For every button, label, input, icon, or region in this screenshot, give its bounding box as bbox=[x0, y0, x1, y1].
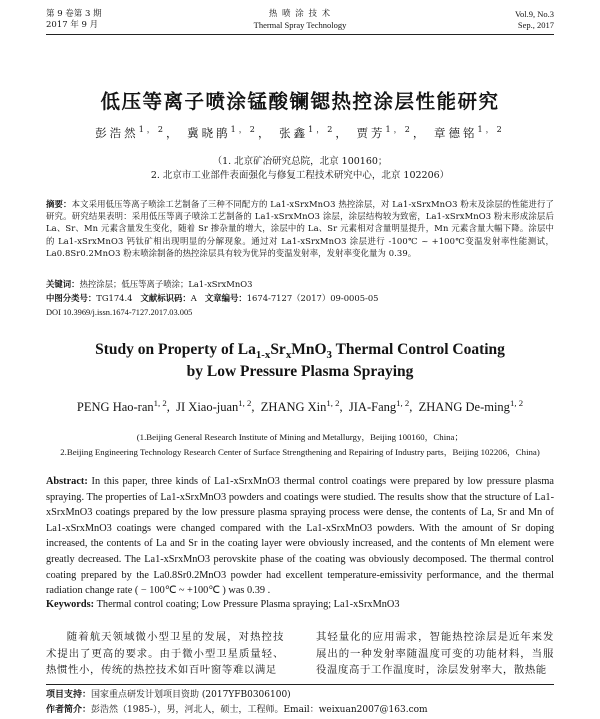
author-sup: 1, 2 bbox=[509, 398, 524, 408]
en-author: JI Xiao-juan bbox=[176, 400, 239, 415]
cn-keywords-text: 热控涂层；低压等离子喷涂；La1-xSrxMnO3 bbox=[79, 279, 253, 289]
cn-affiliation-1: （1. 北京矿冶研究总院，北京 100160； bbox=[212, 156, 388, 167]
cn-keywords-label: 关键词： bbox=[46, 279, 80, 289]
cn-author: 张鑫 bbox=[279, 125, 309, 140]
cn-abstract bbox=[46, 198, 554, 259]
en-author: ZHANG De-ming bbox=[418, 400, 510, 415]
en-keywords-text: Thermal control coating; Low Pressure Plasma spraying; La1-xSrxMnO3 bbox=[96, 599, 400, 610]
en-author-list: PENG Hao-ran$^{1, 2}$, JI Xiao-juan$^{1, 2}$, ZHANG Xin$^{1, 2}$, JIA-Fang$^{1, 2}$, ZHANG De-ming$^{1, 2}$ bbox=[76, 398, 524, 415]
classification-line bbox=[46, 293, 379, 304]
en-keywords-label: Keywords: bbox=[46, 599, 95, 610]
en-title-line2: by Low Pressure Plasma Spraying bbox=[186, 363, 414, 380]
author-sup: 1, 2 bbox=[153, 398, 167, 408]
cn-author-list: 彭浩然$^{1,2}$， 冀晓鹃$^{1,2}$， 张鑫$^{1,2}$， 贾芳$^{1,2}$， 章德铭$^{1,2}$ bbox=[95, 125, 505, 140]
footnote-author bbox=[46, 704, 428, 716]
cn-title: 低压等离子喷涂锰酸镧锶热控涂层性能研究 bbox=[100, 90, 500, 113]
journal-name-en: Thermal Spray Technology bbox=[253, 20, 347, 30]
en-affiliation-1: (1.Beijing General Research Institute of Mining and Metallurgy，Beijing 100160，China； bbox=[136, 432, 464, 442]
running-header-right bbox=[515, 9, 554, 31]
journal-volume: Vol.9, No.3 bbox=[514, 9, 554, 19]
journal-date: 2017 年 9 月 bbox=[46, 20, 99, 30]
doi: DOI 10.3969/j.issn.1674-7127.2017.03.005 bbox=[46, 308, 193, 317]
cn-abstract-label: 摘要： bbox=[46, 199, 72, 209]
en-abstract-label: Abstract: bbox=[46, 476, 88, 487]
author-bio-label: 作者简介： bbox=[46, 705, 92, 715]
cls-value: TG174.4 bbox=[96, 293, 133, 303]
journal-name-cn: 热 喷 涂 技 术 bbox=[268, 9, 332, 19]
en-title-part: Study on Property of La bbox=[95, 341, 256, 358]
author-sup: 1，2 bbox=[138, 125, 166, 134]
cn-affiliation-2: 2. 北京市工业部件表面强化与修复工程技术研究中心，北京 102206） bbox=[150, 170, 450, 181]
author-bio-text: 彭浩然（1985-），男，河北人，硕士，工程师。Email：weixuan2007@163.com bbox=[91, 705, 428, 715]
author-sup: 1, 2 bbox=[238, 398, 252, 408]
author-sup: 1, 2 bbox=[396, 398, 410, 408]
author-sup: 1，2 bbox=[230, 125, 258, 134]
funding-label: 项目支持： bbox=[46, 690, 92, 700]
funding-text: 国家重点研发计划项目资助 (2017YFB0306100) bbox=[91, 690, 291, 700]
doc-code-label: 文献标识码： bbox=[140, 293, 191, 303]
cn-keywords bbox=[46, 279, 252, 290]
author-sup: 1，2 bbox=[308, 125, 336, 134]
body-column-left: 随着航天领域微小型卫星的发展，对热控技术提出了更高的要求。由于微小型卫星质量轻、热惯性小，传统的热控技术如百叶窗等难以满足 bbox=[46, 631, 284, 677]
en-title-part: Sr bbox=[270, 341, 286, 358]
en-keywords bbox=[46, 599, 554, 610]
cn-author: 贾芳 bbox=[356, 125, 386, 140]
en-title-part: Thermal Control Coating bbox=[331, 341, 505, 358]
author-sup: 1, 2 bbox=[326, 398, 340, 408]
en-title-sub: 1-x bbox=[255, 349, 271, 362]
footnote-rule bbox=[46, 684, 554, 685]
journal-issue: 第 9 卷第 3 期 bbox=[46, 9, 102, 19]
en-title-part: MnO bbox=[291, 341, 327, 358]
journal-month: Sep., 2017 bbox=[517, 20, 554, 30]
author-sup: 1，2 bbox=[385, 125, 413, 134]
header-rule bbox=[46, 34, 554, 35]
en-title-sub: 3 bbox=[326, 349, 332, 362]
en-affiliation-2: 2.Beijing Engineering Technology Research Center of Surface Strengthening and Repairing of Industry parts，Beijing 102206，China) bbox=[60, 447, 540, 457]
en-author: ZHANG Xin bbox=[260, 400, 327, 415]
en-title-sub: x bbox=[285, 349, 292, 362]
body-column-right: 其轻量化的应用需求，智能热控涂层是近年来发展出的一种发射率随温度可变的功能材料，当服役温度高于工作温度时，涂层发射率大，散热能 bbox=[316, 631, 554, 677]
cn-author: 彭浩然 bbox=[95, 125, 139, 140]
cn-abstract-text: 本文采用低压等离子喷涂工艺制备了三种不同配方的 La1-xSrxMnO3 热控涂层，对 La1-xSrxMnO3 粉末及涂层的性能进行了研究。研究结果表明：采用低压等离子喷涂工艺制备的 La1-xSrxMnO3 涂层，涂层结构较为致密，La1-xSrxMnO3 粉末形成涂层后 La、Sr、Mn 元素含量发生变化，随着 Sr 掺杂量的增大，涂层中的 La、Sr 元素相对含量明显提升，Mn 元素含量大幅下降。涂层中的 La1-xSrxMnO3 钙钛矿相出现明显的分解现象。通过对 La1-xSrxMnO3 涂层进行 -100℃ ~ +100℃变温发射率性能测试，La0.8Sr0.2MnO3 粉末喷涂制备的热控涂层具有较为优异的变温发射率，发射率变化量为 0.39。 bbox=[46, 199, 554, 258]
doc-code-value: A bbox=[190, 293, 197, 303]
en-author: JIA-Fang bbox=[348, 400, 397, 415]
en-author: PENG Hao-ran bbox=[76, 400, 154, 415]
en-abstract-text: In this paper, three kinds of La1-xSrxMnO3 thermal control coatings were prepared by low pressure plasma spraying. The properties of La1-xSrxMnO3 powders and coatings were studied. The results show that the structure of La1-xSrxMnO3 coatings prepared by the low pressure plasma spraying process were dense, the contents of La, Sr and Mn of La1-xSrxMnO3 coatings were changed compared with the La1-xSrxMnO3 powders. With the amount of Sr doping increased, the contents of La and Sr in the coating layer were obviously increased, and the contents of Mn element were greatly decreased. The La1-xSrxMnO3 perovskite phase of the coating was obviously decomposed. The thermal control coating prepared by the La0.8Sr0.2MnO3 powder had excellent temperature-emissivity performance, and the thermal radiation change rate ( − 100℃ ~ +100℃ ) was 0.39 . bbox=[46, 476, 555, 597]
cn-author: 冀晓鹃 bbox=[187, 125, 231, 140]
cls-label: 中图分类号： bbox=[46, 293, 97, 303]
footnote-funding bbox=[46, 689, 291, 701]
running-header-center bbox=[0, 9, 600, 31]
en-abstract bbox=[46, 474, 554, 599]
article-no-value: 1674-7127（2017）09-0005-05 bbox=[246, 293, 379, 303]
cn-author: 章德铭 bbox=[434, 125, 478, 140]
article-no-label: 文章编号： bbox=[204, 293, 247, 303]
author-sup: 1，2 bbox=[477, 125, 505, 134]
